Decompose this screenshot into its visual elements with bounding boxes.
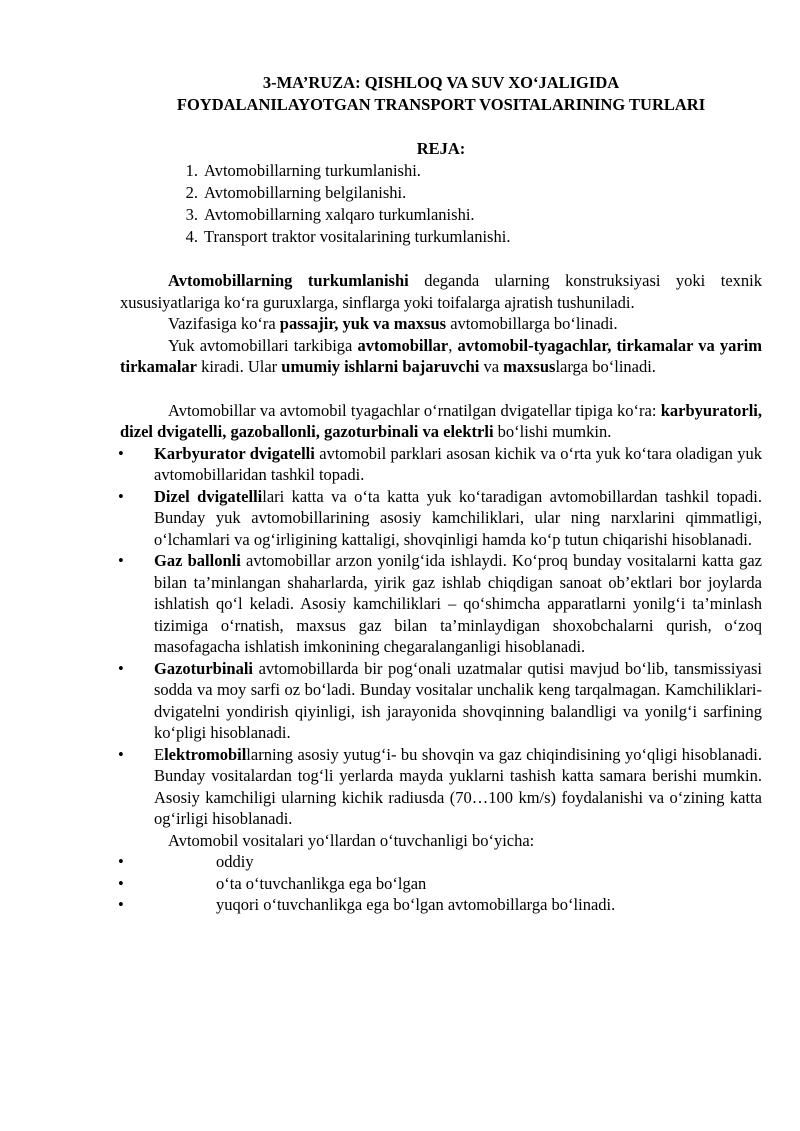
- plan-item: [120, 204, 762, 226]
- bullet-icon: •: [118, 744, 124, 764]
- paragraph-cargo: [120, 335, 762, 378]
- bullet-icon: •: [118, 443, 124, 463]
- plan-item-number: 3.: [185, 205, 198, 224]
- bold-term: Gazoturbinali: [154, 658, 254, 678]
- document-page: [120, 72, 762, 916]
- plan-item-text: Transport traktor vositalarining turkumlanishi.: [204, 227, 511, 246]
- paragraph-text: deganda ularning konstruksiyasi yoki texnik xususiyatlariga ko‘ra guruxlarga, sinflarga yoki toifalarga ajratish tushuniladi.: [120, 271, 762, 312]
- plan-item-number: 2.: [185, 183, 198, 202]
- lecture-title: [120, 72, 762, 116]
- list-item: [120, 894, 762, 916]
- bullet-icon: •: [118, 873, 124, 893]
- title-line-1: 3-MA’RUZA: QISHLOQ VA SUV XO‘JALIGIDA: [262, 73, 620, 92]
- paragraph-text: Yuk avtomobillari tarkibiga: [168, 335, 358, 355]
- paragraph-purpose: [120, 313, 762, 335]
- bold-term: maxsus: [503, 357, 556, 376]
- passability-list: [120, 851, 762, 916]
- paragraph-text: larga bo‘linadi.: [555, 357, 656, 376]
- paragraph-passability: Avtomobil vositalari yo‘llardan o‘tuvchanligi bo‘yicha:: [168, 830, 535, 850]
- bold-term: umumiy ishlarni bajaruvchi: [281, 357, 480, 376]
- bold-term: lektromobil: [164, 744, 247, 764]
- list-item-text: E: [154, 744, 165, 764]
- list-item: [120, 658, 762, 744]
- list-item: [120, 744, 762, 830]
- list-item-text: lari katta va o‘ta katta yuk ko‘taradigan avtomobillardan tashkil topadi. Bunday yuk avtomobillarining asosiy kamchiliklari, ular ning narxlarini qimmatligi, o‘lchamlari va og‘irligining kattaligi, shovqinligi hamda ko‘p tutun chiqarishi hisoblanadi.: [154, 486, 762, 549]
- bullet-icon: •: [118, 852, 124, 871]
- paragraph-text: kiradi. Ular: [196, 357, 282, 376]
- bold-term: avtomobillar: [357, 335, 449, 355]
- list-item-text: avtomobillar arzon yonilg‘ida ishlaydi. Ko‘proq bunday vositalarni katta gaz bilan ta’minlangan shaharlarda, yirik gaz ishlab chiqdigan sanoat ob’ektlari bor joylarda ishlatish qo‘l keladi. Asosiy kamchiliklari – qo‘shimcha apparatlarni yonilg‘i ta’minlash tizimiga o‘rnatish, maxsus gaz bilan ta’minlaydigan shoxobchalarni qurish, o‘zoq masofagacha ishlatish imkonining chegaralanganligi hisoblanadi.: [154, 551, 762, 656]
- list-item: [120, 486, 762, 551]
- paragraph-engines: [120, 400, 762, 443]
- title-line-2: FOYDALANILAYOTGAN TRANSPORT VOSITALARINING TURLARI: [176, 95, 706, 114]
- list-item-text: larning asosiy yutug‘i- bu shovqin va gaz chiqindisining yo‘qligi hisoblanadi. Bunday vositalardan tog‘li yerlarda mayda yuklarni tashish katta samara berishi mumkin. Asosiy kamchiligi ularning kichik radiusda (70…100 km/s) foydalanishi va o‘zining katta og‘irligi hisoblanadi.: [154, 744, 762, 828]
- plan-item-text: Avtomobillarning turkumlanishi.: [204, 161, 421, 180]
- paragraph-classification: [120, 270, 762, 313]
- list-item: [120, 550, 762, 658]
- plan-item-text: Avtomobillarning xalqaro turkumlanishi.: [204, 205, 475, 224]
- bullet-icon: •: [118, 551, 124, 570]
- plan-item: [120, 226, 762, 248]
- plan-heading: REJA:: [416, 139, 466, 158]
- list-item-text: o‘ta o‘tuvchanlikga ega bo‘lgan: [216, 873, 427, 893]
- list-item: [120, 873, 762, 895]
- list-item-text: avtomobil parklari asosan kichik va o‘rta yuk ko‘tara oladigan yuk avtomobillaridan tashkil topadi.: [154, 443, 763, 484]
- plan-item-number: 1.: [185, 161, 198, 180]
- paragraph-text: va: [479, 357, 504, 376]
- list-item-text: oddiy: [216, 852, 254, 871]
- plan-list: [120, 160, 762, 248]
- bold-term: Karbyurator dvigatelli: [154, 443, 315, 463]
- bullet-icon: •: [118, 895, 124, 914]
- plan-item: [120, 182, 762, 204]
- bold-term: passajir, yuk va maxsus: [279, 314, 447, 333]
- bold-term: karbyuratorli, dizel dvigatelli, gazoballonli, gazoturbinali va elektrli: [120, 400, 762, 441]
- bold-term: Avtomobillarning turkumlanishi: [168, 271, 409, 290]
- bullet-icon: •: [118, 658, 124, 678]
- paragraph-text: Avtomobillar va avtomobil tyagachlar o‘rnatilgan dvigatellar tipiga ko‘ra:: [168, 400, 661, 420]
- list-item-text: avtomobillarda bir pog‘onali uzatmalar qutisi mavjud bo‘lib, tansmissiyasi sodda va moy sarfi oz bo‘ladi. Bunday vositalar unchalik keng tarqalmagan. Kamchiliklari- dvigatelni yondirish qiyinligi, ish jarayonida shovqinning balandligi va yonilg‘i sarfining ko‘pligi hisoblanadi.: [154, 658, 762, 742]
- list-item-text: yuqori o‘tuvchanlikga ega bo‘lgan avtomobillarga bo‘linadi.: [216, 895, 616, 914]
- bold-term: avtomobil-tyagachlar, tirkamalar va yarim tirkamalar: [120, 335, 763, 376]
- engine-types-list: [120, 443, 762, 830]
- bold-term: Dizel dvigatelli: [154, 486, 263, 506]
- list-item: [120, 851, 762, 873]
- plan-item: [120, 160, 762, 182]
- paragraph-text: bo‘lishi mumkin.: [493, 422, 612, 441]
- bold-term: Gaz ballonli: [154, 551, 241, 570]
- bullet-icon: •: [118, 486, 124, 506]
- list-item: [120, 443, 762, 486]
- paragraph-text: avtomobillarga bo‘linadi.: [446, 314, 618, 333]
- paragraph-text: ,: [448, 335, 458, 355]
- paragraph-text: Vazifasiga ko‘ra: [168, 314, 280, 333]
- plan-item-number: 4.: [185, 227, 198, 246]
- plan-item-text: Avtomobillarning belgilanishi.: [204, 183, 407, 202]
